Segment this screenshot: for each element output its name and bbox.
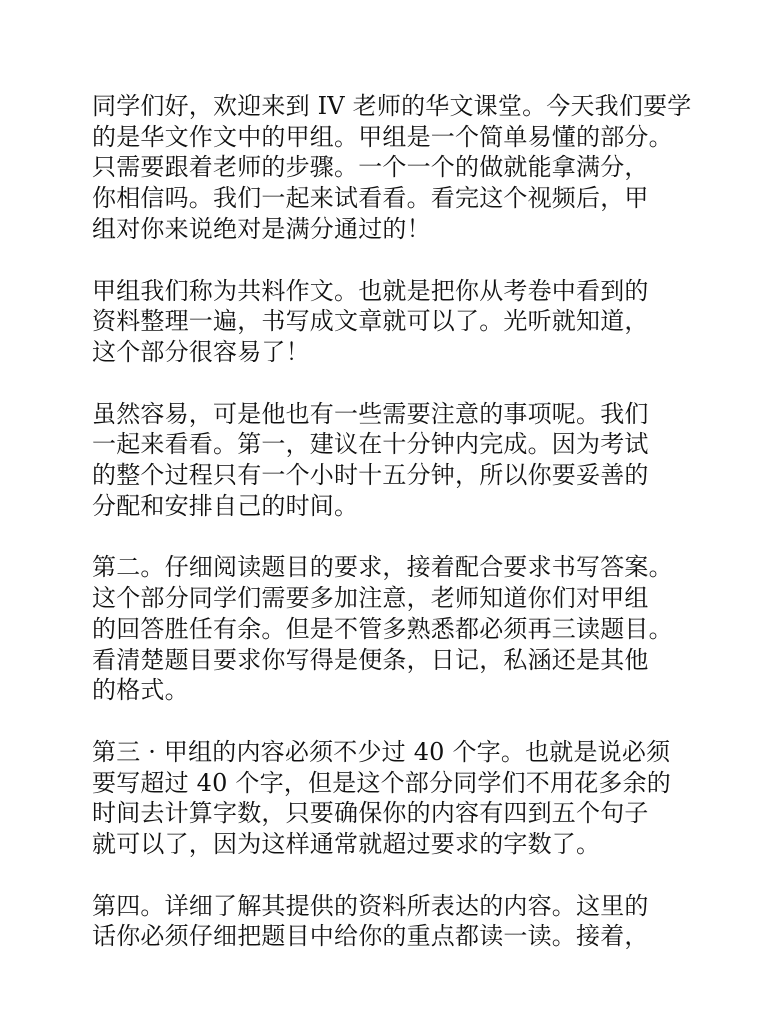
text-line: 组对你来说绝对是满分通过的！: [92, 214, 431, 243]
text-line: 话你必须仔细把题目中给你的重点都读一读。接着，: [92, 922, 649, 951]
text-line: 第二。仔细阅读题目的要求，接着配合要求书写答案。: [92, 553, 673, 582]
text-line: 你相信吗。我们一起来试看看。看完这个视频后，甲: [92, 184, 649, 213]
paragraph-point-one: [92, 399, 692, 522]
text-line: 第三 · 甲组的内容必须不少过 40 个字。也就是说必须: [92, 737, 671, 766]
paragraph-point-four: [92, 891, 692, 952]
text-line: 的是华文作文中的甲组。甲组是一个简单易懂的部分。: [92, 122, 673, 151]
text-line: 的格式。: [92, 676, 189, 705]
text-line: 资料整理一遍，书写成文章就可以了。光听就知道，: [92, 307, 649, 336]
paragraph-definition: [92, 276, 692, 368]
text-line: 的整个过程只有一个小时十五分钟，所以你要妥善的: [92, 461, 649, 490]
paragraph-point-two: [92, 552, 692, 706]
text-line: 甲组我们称为共料作文。也就是把你从考卷中看到的: [92, 276, 649, 305]
text-line: 就可以了，因为这样通常就超过要求的字数了。: [92, 830, 601, 859]
text-line: 只需要跟着老师的步骤。一个一个的做就能拿满分，: [92, 153, 649, 182]
text-line: 时间去计算字数，只要确保你的内容有四到五个句子: [92, 799, 649, 828]
document-body: [92, 91, 692, 983]
text-line: 这个部分很容易了！: [92, 337, 310, 366]
paragraph-point-three: [92, 737, 692, 860]
text-line: 要写超过 40 个字，但是这个部分同学们不用花多余的: [92, 768, 671, 797]
text-line: 的回答胜任有余。但是不管多熟悉都必须再三读题目。: [92, 614, 673, 643]
text-line: 第四。详细了解其提供的资料所表达的内容。这里的: [92, 891, 649, 920]
paragraph-intro: [92, 91, 692, 245]
text-line: 看清楚题目要求你写得是便条，日记，私涵还是其他: [92, 645, 649, 674]
text-line: 同学们好，欢迎来到 IV 老师的华文课堂。今天我们要学: [92, 92, 692, 120]
text-line: 虽然容易，可是他也有一些需要注意的事项呢。我们: [92, 399, 649, 428]
text-line: 分配和安排自己的时间。: [92, 491, 359, 520]
text-line: 一起来看看。第一，建议在十分钟内完成。因为考试: [92, 430, 649, 459]
text-line: 这个部分同学们需要多加注意，老师知道你们对甲组: [92, 584, 649, 613]
